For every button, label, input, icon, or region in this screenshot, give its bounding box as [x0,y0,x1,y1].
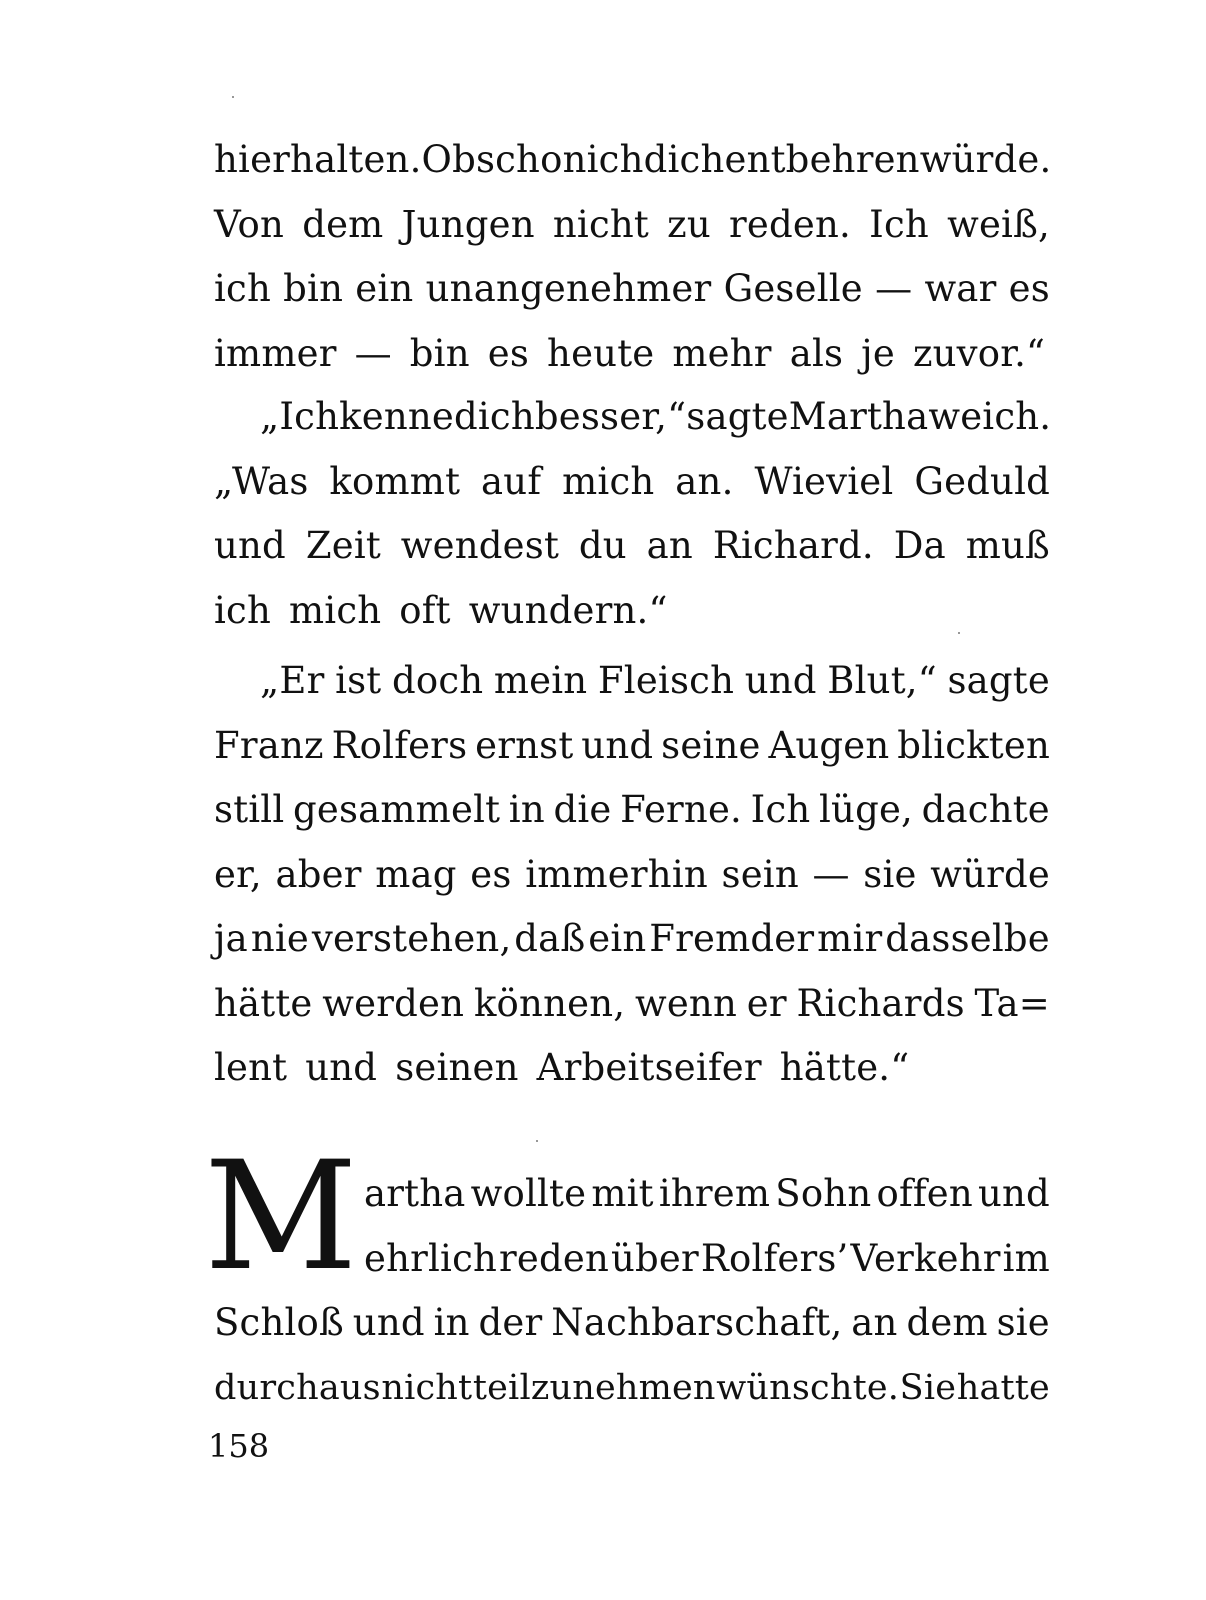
word: Schloß [214,1301,344,1344]
word: ich [214,588,271,632]
word: Martha [788,395,929,438]
word: nicht [552,202,649,246]
word: Wieviel [754,459,894,503]
word: ein [588,917,647,960]
text-line [214,514,1050,579]
word: war [924,267,997,310]
paragraph-4 [214,1162,1050,1420]
word: an [646,524,693,567]
word: bin [283,267,344,310]
word: daß [514,917,586,960]
word: Ich [869,202,929,246]
word: ihrem [658,1172,771,1215]
word: Jungen [401,202,535,246]
word: nicht [381,1367,473,1408]
word: nie [250,917,309,960]
word: und [305,1046,378,1089]
word: kenne [339,395,455,438]
word: kommt [329,459,461,503]
word: — [354,331,392,375]
word: mehr [672,331,772,375]
text-line [214,843,1050,908]
word: Von [214,202,285,246]
text-line [214,1036,1050,1101]
word: Geduld [914,459,1050,503]
word: es [1008,267,1050,310]
word: dich [643,138,725,181]
word: blickten [897,723,1050,767]
word: zu [667,202,711,246]
word: oft [399,588,451,632]
word: wünschte. [716,1367,900,1408]
word: Rolfers [331,723,468,767]
word: sagte [686,395,789,438]
word: still [214,788,285,831]
word: Arbeitseifer [536,1046,762,1089]
word: ich [214,267,271,310]
word: und [352,1301,425,1344]
word: — [875,267,913,310]
text-line [214,193,1050,258]
word: wenn [634,981,737,1025]
word: und [744,659,817,702]
word: Ferne. [620,788,743,831]
word: dich [454,395,535,438]
word: werden [322,981,465,1025]
word: bin [409,331,470,375]
word: seinen [395,1046,519,1089]
text-line [214,257,1050,322]
word: Ta= [974,981,1050,1025]
word: und [977,1172,1050,1215]
word: die [553,788,612,831]
word: sagte [947,659,1050,702]
paragraph-1 [214,128,1050,386]
word: durchaus [214,1367,381,1408]
word: Richard. [712,524,874,567]
word: wundern.“ [468,588,668,632]
word: an [851,1301,898,1344]
word: es [487,331,530,375]
word: Richards [796,981,965,1025]
word: er, [214,852,262,896]
text-line [214,1291,1050,1356]
word: reden [499,1236,610,1280]
word: in [508,788,545,831]
word: als [789,331,844,375]
word: teilzunehmen [472,1367,716,1408]
text-line [214,907,1050,972]
word: weiß, [947,202,1050,246]
word: dasselbe [885,917,1050,960]
word: weich. [928,395,1052,438]
word: aber [275,852,362,896]
word: du [578,524,627,567]
word: dachte [921,788,1050,831]
word: mein [493,659,588,702]
word: immer [214,331,337,375]
word: Obschon [421,138,587,181]
text-line [214,450,1050,515]
word: mich [289,588,382,632]
word: lüge, [819,788,914,831]
word: mir [817,917,883,960]
word: immerhin [525,852,708,896]
text-line [214,714,1050,779]
word: Blut,“ [827,659,937,702]
word: in [433,1301,470,1344]
word: Verkehr [850,1236,1001,1280]
word: Nachbarschaft, [551,1301,843,1344]
paragraph-2 [214,385,1050,643]
word: Rolfers’ [700,1236,849,1280]
word: hätte.“ [779,1046,910,1089]
word: „Ich [260,395,340,438]
word: verstehen, [311,917,512,960]
word: reden. [729,202,851,246]
scan-speck [232,96,234,98]
word: Fremder [649,917,815,960]
word: zuvor.“ [912,331,1046,375]
word: Zeit [305,524,381,567]
text-line [214,322,1050,387]
text-line [214,649,1050,714]
word: — [812,852,850,896]
word: Augen [768,723,890,767]
word: Geselle [723,267,863,310]
text-line [214,385,1050,450]
word: Fleisch [597,659,735,702]
word: würde. [919,138,1052,181]
word: mag [375,852,457,896]
word: es [470,852,512,896]
word: unangenehmer [425,267,712,310]
word: offen [876,1172,973,1215]
text-line [214,128,1050,193]
word: seine [661,723,761,767]
word: und [581,723,654,767]
word: heute [547,331,655,375]
page-number: 158 [208,1427,270,1465]
word: an. [675,459,734,503]
word: können, [473,981,626,1025]
text-line [214,1162,1050,1227]
word: „Was [214,459,309,503]
word: wendest [400,524,560,567]
text-line [214,972,1050,1037]
paragraph-3 [214,649,1050,1101]
word: gesammelt [292,788,501,831]
word: mit [591,1172,654,1215]
text-line [214,1356,1050,1421]
word: besser,“ [534,395,687,438]
word: halten. [290,138,422,181]
word: je [861,331,895,375]
scan-speck [536,1140,538,1142]
word: dem [906,1301,988,1344]
text-line [214,1227,1050,1292]
word: sie [996,1301,1050,1344]
text-line [214,778,1050,843]
word: muß [965,524,1050,567]
word: ist [335,659,382,702]
word: ja [214,917,248,960]
word: Sohn [775,1172,872,1215]
word: mich [562,459,655,503]
word: lent [214,1046,288,1089]
word: doch [391,659,484,702]
word: ein [355,267,414,310]
word: artha [364,1172,466,1215]
word: ich [586,138,644,181]
word: und [214,524,286,567]
word: ehrlich [364,1236,498,1280]
word: hätte [214,981,313,1025]
word: sie [863,852,917,896]
word: dem [302,202,384,246]
word: Sie [899,1367,957,1408]
word: hatte [956,1367,1050,1408]
word: über [611,1236,699,1280]
text-line [214,579,1050,644]
drop-cap-initial: M [204,1130,358,1304]
word: „Er [260,659,325,702]
word: ernst [475,723,574,767]
word: auf [481,459,542,503]
word: im [1002,1236,1050,1280]
word: hier [214,138,291,181]
word: Ich [750,788,811,831]
word: entbehren [724,138,920,181]
word: er [746,981,787,1025]
word: würde [930,852,1050,896]
word: Da [893,524,946,567]
word: wollte [470,1172,587,1215]
word: der [478,1301,543,1344]
word: Franz [214,723,324,767]
word: sein [721,852,799,896]
